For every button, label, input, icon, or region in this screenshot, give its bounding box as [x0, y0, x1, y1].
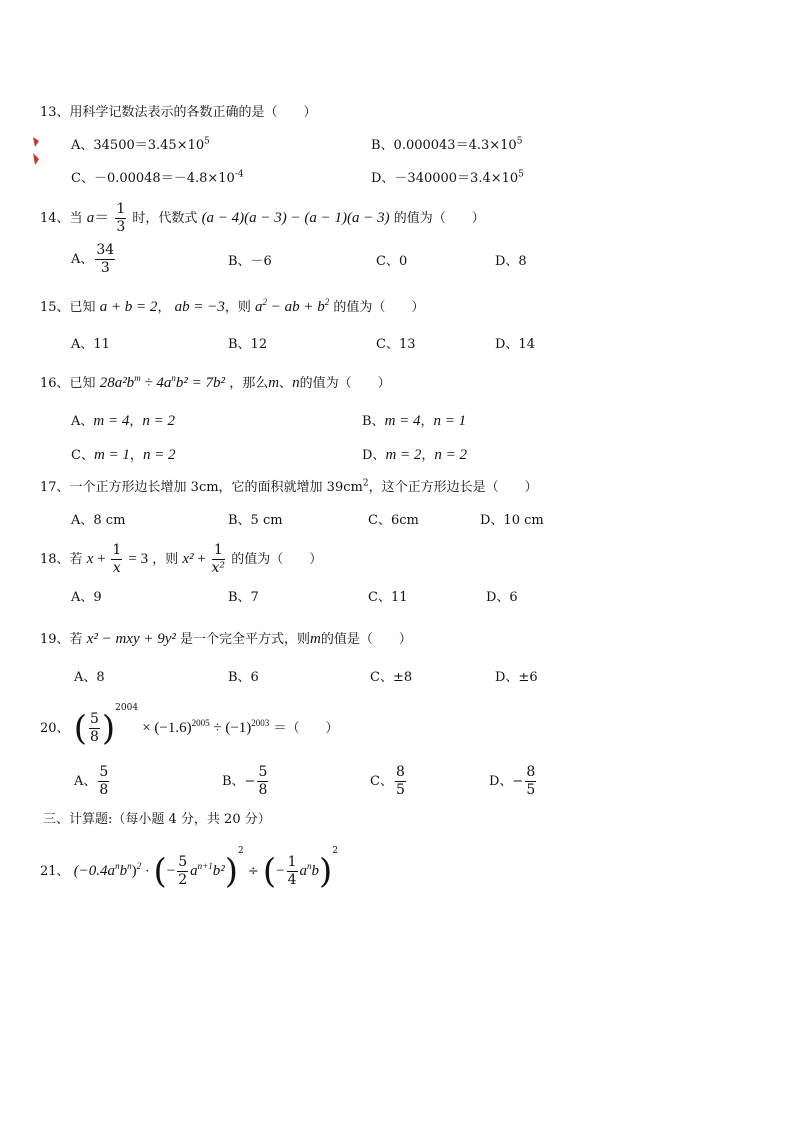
q15-option-a: A、11: [71, 337, 110, 352]
q13-option-c: C、$-0.00048=-4.8\times 10^{-4}$: [71, 169, 244, 186]
q20-option-d: D、− $\frac{8}{5}$: [489, 764, 536, 798]
q19-option-c: C、±8: [370, 670, 413, 685]
q18-option-a: A、9: [71, 590, 102, 605]
q14-option-c: C、0: [376, 254, 408, 269]
q18-option-c: C、11: [368, 590, 408, 605]
q18-option-d: D、6: [486, 590, 518, 605]
question-18: 18、若 x + $\frac{1}{x}$ = 3 ，则 x² + $\frac{1}{\text{x²}}$ 的值为（ ）: [40, 542, 323, 576]
question-20: 20、 ( $\frac{5}{8}$ )$^{2004} \times (-1.6)^{2005} \div (-1)^{2003}$ ＝（ ）: [40, 703, 339, 749]
question-13-stem: 13、用科学记数法表示的各数正确的是（ ）: [40, 105, 317, 120]
q15-option-b: B、12: [228, 337, 268, 352]
section-3-heading: 三、计算题:（每小题 4 分，共 20 分）: [43, 812, 271, 827]
q20-option-a: A、 $\frac{5}{8}$: [74, 764, 109, 798]
q14-option-b: B、－6: [228, 254, 272, 269]
q19-option-a: A、8: [74, 670, 105, 685]
margin-mark: [33, 137, 41, 165]
q15-option-d: D、14: [495, 337, 535, 352]
q19-option-d: D、±6: [495, 670, 538, 685]
q17-option-d: D、10 cm: [480, 513, 544, 528]
question-21: 21、 $(-0.4a^nb^n)^2$ · (− $\frac{5}{2}$ $a^{n+1}b^2)^2$ ÷ (− $\frac{1}{4}$ $a^nb)^2$: [40, 846, 339, 892]
q20-option-c: C、 $\frac{8}{5}$: [370, 764, 405, 798]
q16-option-a: A、m = 4，n = 2: [71, 413, 175, 429]
q18-option-b: B、7: [228, 590, 259, 605]
q14-expression: (a − 4)(a − 3) − (a − 1)(a − 3): [201, 210, 390, 226]
question-19: 19、若 x² − mxy + 9y² 是一个完全平方式，则m的值是（ ）: [40, 631, 412, 647]
question-13: [40, 103, 317, 123]
q14-option-a: A、 $\frac{34}{3}$: [71, 242, 115, 276]
question-14: 14、当 a＝ $\frac{1}{3}$ 时，代数式 (a − 4)(a − 3) − (a − 1)(a − 3) 的值为（ ）: [40, 201, 485, 235]
q14-option-d: D、8: [495, 254, 527, 269]
q16-option-c: C、m = 1，n = 2: [71, 447, 176, 463]
q13-option-a: A、$34500=3.45\times 10^5$: [71, 136, 210, 153]
q16-option-d: D、m = 2，n = 2: [362, 447, 468, 463]
q13-option-d: D、$-340000=3.4\times 10^5$: [371, 169, 524, 186]
q17-option-b: B、5 cm: [228, 513, 283, 528]
q13-option-b: B、$0.000043=4.3\times 10^5$: [371, 136, 523, 153]
q19-option-b: B、6: [228, 670, 259, 685]
q15-option-c: C、13: [376, 337, 416, 352]
q17-option-a: A、8 cm: [71, 513, 126, 528]
question-15: 15、已知 a + b = 2， ab = −3，则 $a^2$ − ab + $b^2$ 的值为（ ）: [40, 297, 425, 315]
question-17: 17、一个正方形边长增加 3cm，它的面积就增加 $39cm^2$，这个正方形边长是（ ）: [40, 478, 538, 495]
q16-option-b: B、m = 4，n = 1: [362, 413, 467, 429]
q20-option-b: B、− $\frac{5}{8}$: [222, 764, 268, 798]
q17-option-c: C、6cm: [368, 513, 419, 528]
question-16: 16、已知 $28a^2b^m \div 4a^nb^2 = 7b^2$ ，那么m、n的值为（ ）: [40, 373, 391, 391]
